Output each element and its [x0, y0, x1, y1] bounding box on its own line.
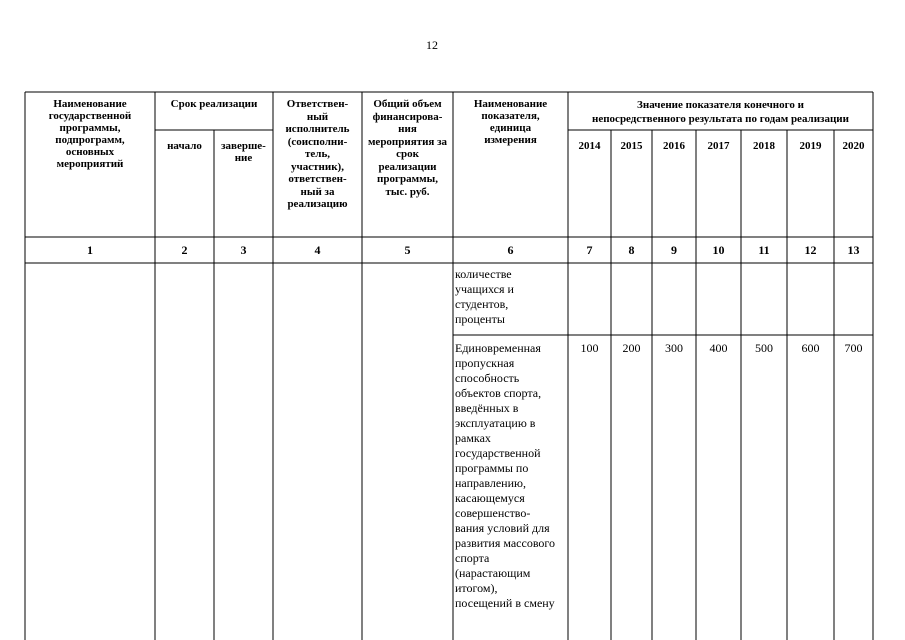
header-year: 2015: [620, 140, 643, 152]
row-2-value-2014: 100: [580, 341, 599, 355]
row-2-indicator: Единовременная пропускная способность объектов спорта, введённых в эксплуатацию в рамках государственной программы по направлению, касающемуся совершенство- вания условий для развития массового спорта (нарастающим итогом), посещений в смену: [455, 341, 556, 610]
header-values-group: Значение показателя конечного и непосредственного результата по годам реализации: [592, 99, 849, 125]
row-2-value-2018: 500: [755, 341, 773, 355]
column-number: 3: [240, 243, 247, 257]
column-number: 13: [847, 243, 860, 257]
row-2-value-2016: 300: [665, 341, 683, 355]
header-year: 2020: [842, 140, 865, 152]
row-2-value-2015: 200: [622, 341, 641, 355]
header-period-start: начало: [167, 140, 202, 152]
header-indicator: Наименование показателя, единица измерения: [473, 98, 548, 146]
header-year: 2016: [663, 140, 685, 152]
column-number: 6: [507, 243, 514, 257]
column-number: 4: [314, 243, 321, 257]
column-number: 10: [712, 243, 725, 257]
header-period: Срок реализации: [170, 98, 258, 110]
column-number: 1: [87, 243, 93, 257]
column-number: 9: [671, 243, 677, 257]
header-program-name: Наименование государственной программы, подпрограмм, основных мероприятий: [48, 98, 132, 170]
header-responsible: Ответствен- ный исполнитель (соисполни- тель, участник), ответствен- ный за реализацию: [285, 98, 350, 210]
header-period-end: заверше- ние: [221, 140, 266, 164]
header-funding: Общий объем финансирова- ния мероприятия за срок реализации программы, тыс. руб.: [367, 98, 448, 198]
column-number: 7: [586, 243, 593, 257]
row-2-value-2020: 700: [844, 341, 863, 355]
header-year: 2019: [799, 140, 822, 152]
row-1-indicator: количестве учащихся и студентов, проценты: [455, 267, 514, 326]
column-number: 11: [758, 243, 770, 257]
column-number: 5: [404, 243, 411, 257]
row-2-value-2019: 600: [801, 341, 820, 355]
header-year: 2014: [578, 140, 601, 152]
column-number: 8: [628, 243, 635, 257]
page-number: 12: [426, 38, 438, 52]
column-number: 12: [804, 243, 817, 257]
row-2-value-2017: 400: [709, 341, 728, 355]
header-year: 2017: [707, 140, 730, 152]
column-number: 2: [181, 243, 188, 257]
header-year: 2018: [753, 140, 775, 152]
